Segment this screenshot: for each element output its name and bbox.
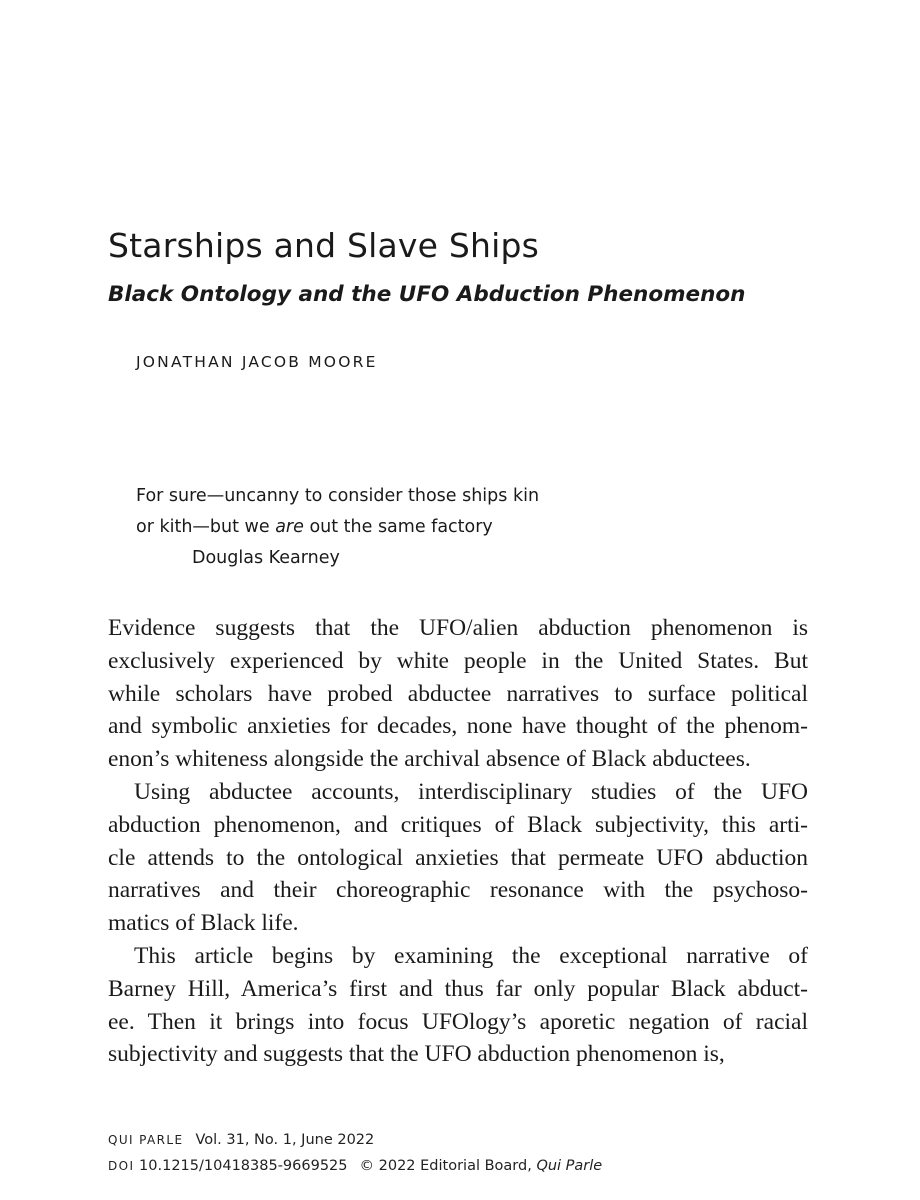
paragraph-3: [108, 940, 808, 1071]
epigraph-line-2: [136, 512, 696, 543]
copyright-journal: Qui Parle: [536, 1158, 603, 1174]
body-line: ee. Then it brings into focus UFOlogy’s aporetic negation of racial: [108, 1008, 808, 1035]
body-line: Evidence suggests that the UFO/alien abduction phenomenon is: [108, 615, 808, 641]
body-line: while scholars have probed abductee narratives to surface political: [108, 680, 808, 707]
epigraph-emphasis: are: [275, 517, 304, 537]
body-line: cle attends to the ontological anxieties that permeate UFO abduction: [108, 844, 808, 871]
article-title: Starships and Slave Ships: [108, 226, 539, 265]
epigraph-attribution: Douglas Kearney: [192, 548, 340, 568]
journal-name: QUI PARLE: [108, 1133, 184, 1147]
article-subtitle: Black Ontology and the UFO Abduction Phenomenon: [108, 282, 746, 307]
body-line: abduction phenomenon, and critiques of Black subjectivity, this arti-: [108, 811, 808, 838]
article-body: [108, 612, 808, 1071]
body-line: subjectivity and suggests that the UFO abduction phenomenon is,: [108, 1041, 725, 1068]
epigraph-line-1: For sure—uncanny to consider those ships kin: [136, 486, 540, 506]
doi-line: [108, 1153, 602, 1179]
body-line: exclusively experienced by white people in the United States. But: [108, 647, 808, 674]
body-line: enon’s whiteness alongside the archival absence of Black abductees.: [108, 746, 751, 773]
journal-issue: Vol. 31, No. 1, June 2022: [195, 1132, 375, 1148]
doi-label: DOI: [108, 1159, 135, 1173]
body-line: and symbolic anxieties for decades, none have thought of the phenom-: [108, 713, 808, 740]
author-name: JONATHAN JACOB MOORE: [136, 353, 378, 371]
doi-value: 10.1215/10418385-9669525: [139, 1158, 348, 1174]
body-line: Using abductee accounts, interdisciplinary studies of the UFO: [134, 778, 808, 805]
page-footer: [108, 1127, 602, 1179]
body-line: matics of Black life.: [108, 910, 299, 937]
epigraph-line-2-end: out the same factory: [303, 517, 493, 537]
journal-issue-line: [108, 1127, 602, 1153]
body-line: Barney Hill, America’s first and thus far only popular Black abduct-: [108, 975, 808, 1002]
body-line: This article begins by examining the exceptional narrative of: [134, 942, 808, 969]
copyright-text: © 2022 Editorial Board,: [359, 1158, 537, 1174]
epigraph-line-2-start: or kith—but we: [136, 517, 276, 537]
epigraph: [136, 481, 696, 574]
body-line: narratives and their choreographic resonance with the psychoso-: [108, 877, 808, 904]
paragraph-2: [108, 776, 808, 940]
paragraph-1: [108, 612, 808, 776]
